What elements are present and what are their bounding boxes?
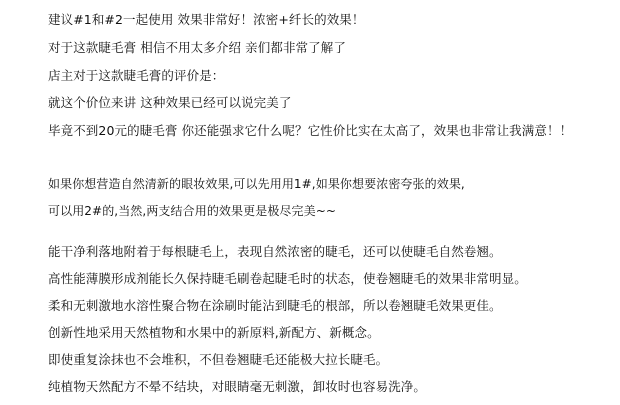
text-line-usage-tip: 建议#1和#2一起使用 效果非常好！浓密+纤长的效果！ xyxy=(48,12,365,27)
text-line-feature-2: 高性能薄膜形成剂能长久保持睫毛刷卷起睫毛时的状态，使卷翘睫毛的效果非常明显。 xyxy=(48,271,527,286)
text-line-review-price: 就这个价位来讲 这种效果已经可以说完美了 xyxy=(48,95,292,110)
text-line-intro: 对于这款睫毛膏 相信不用太多介绍 亲们都非常了解了 xyxy=(48,40,346,55)
text-line-review-value: 毕竟不到20元的睫毛膏 你还能强求它什么呢？它性价比实在太高了，效果也非常让我满意！！ xyxy=(48,123,573,138)
text-line-feature-1: 能干净利落地附着于每根睫毛上，表现自然浓密的睫毛，还可以使睫毛自然卷翘。 xyxy=(48,244,502,259)
text-line-feature-3: 柔和无刺激地水溶性聚合物在涂刷时能沾到睫毛的根部，所以卷翘睫毛效果更佳。 xyxy=(48,298,502,313)
text-line-owner-review-heading: 店主对于这款睫毛膏的评价是： xyxy=(48,68,225,83)
text-line-choice-1: 如果你想营造自然清新的眼妆效果,可以先用用1#,如果你想要浓密夸张的效果, xyxy=(48,177,465,191)
text-line-feature-4: 创新性地采用天然植物和水果中的新原料,新配方、新概念。 xyxy=(48,325,380,340)
text-line-feature-5: 即使重复涂抹也不会堆积，不但卷翘睫毛还能极大拉长睫毛。 xyxy=(48,352,389,367)
text-line-feature-6: 纯植物天然配方不晕不结块，对眼睛毫无刺激，卸妆时也容易洗净。 xyxy=(48,379,427,394)
text-line-choice-2: 可以用2#的,当然,两支结合用的效果更是极尽完美~~ xyxy=(48,204,337,218)
